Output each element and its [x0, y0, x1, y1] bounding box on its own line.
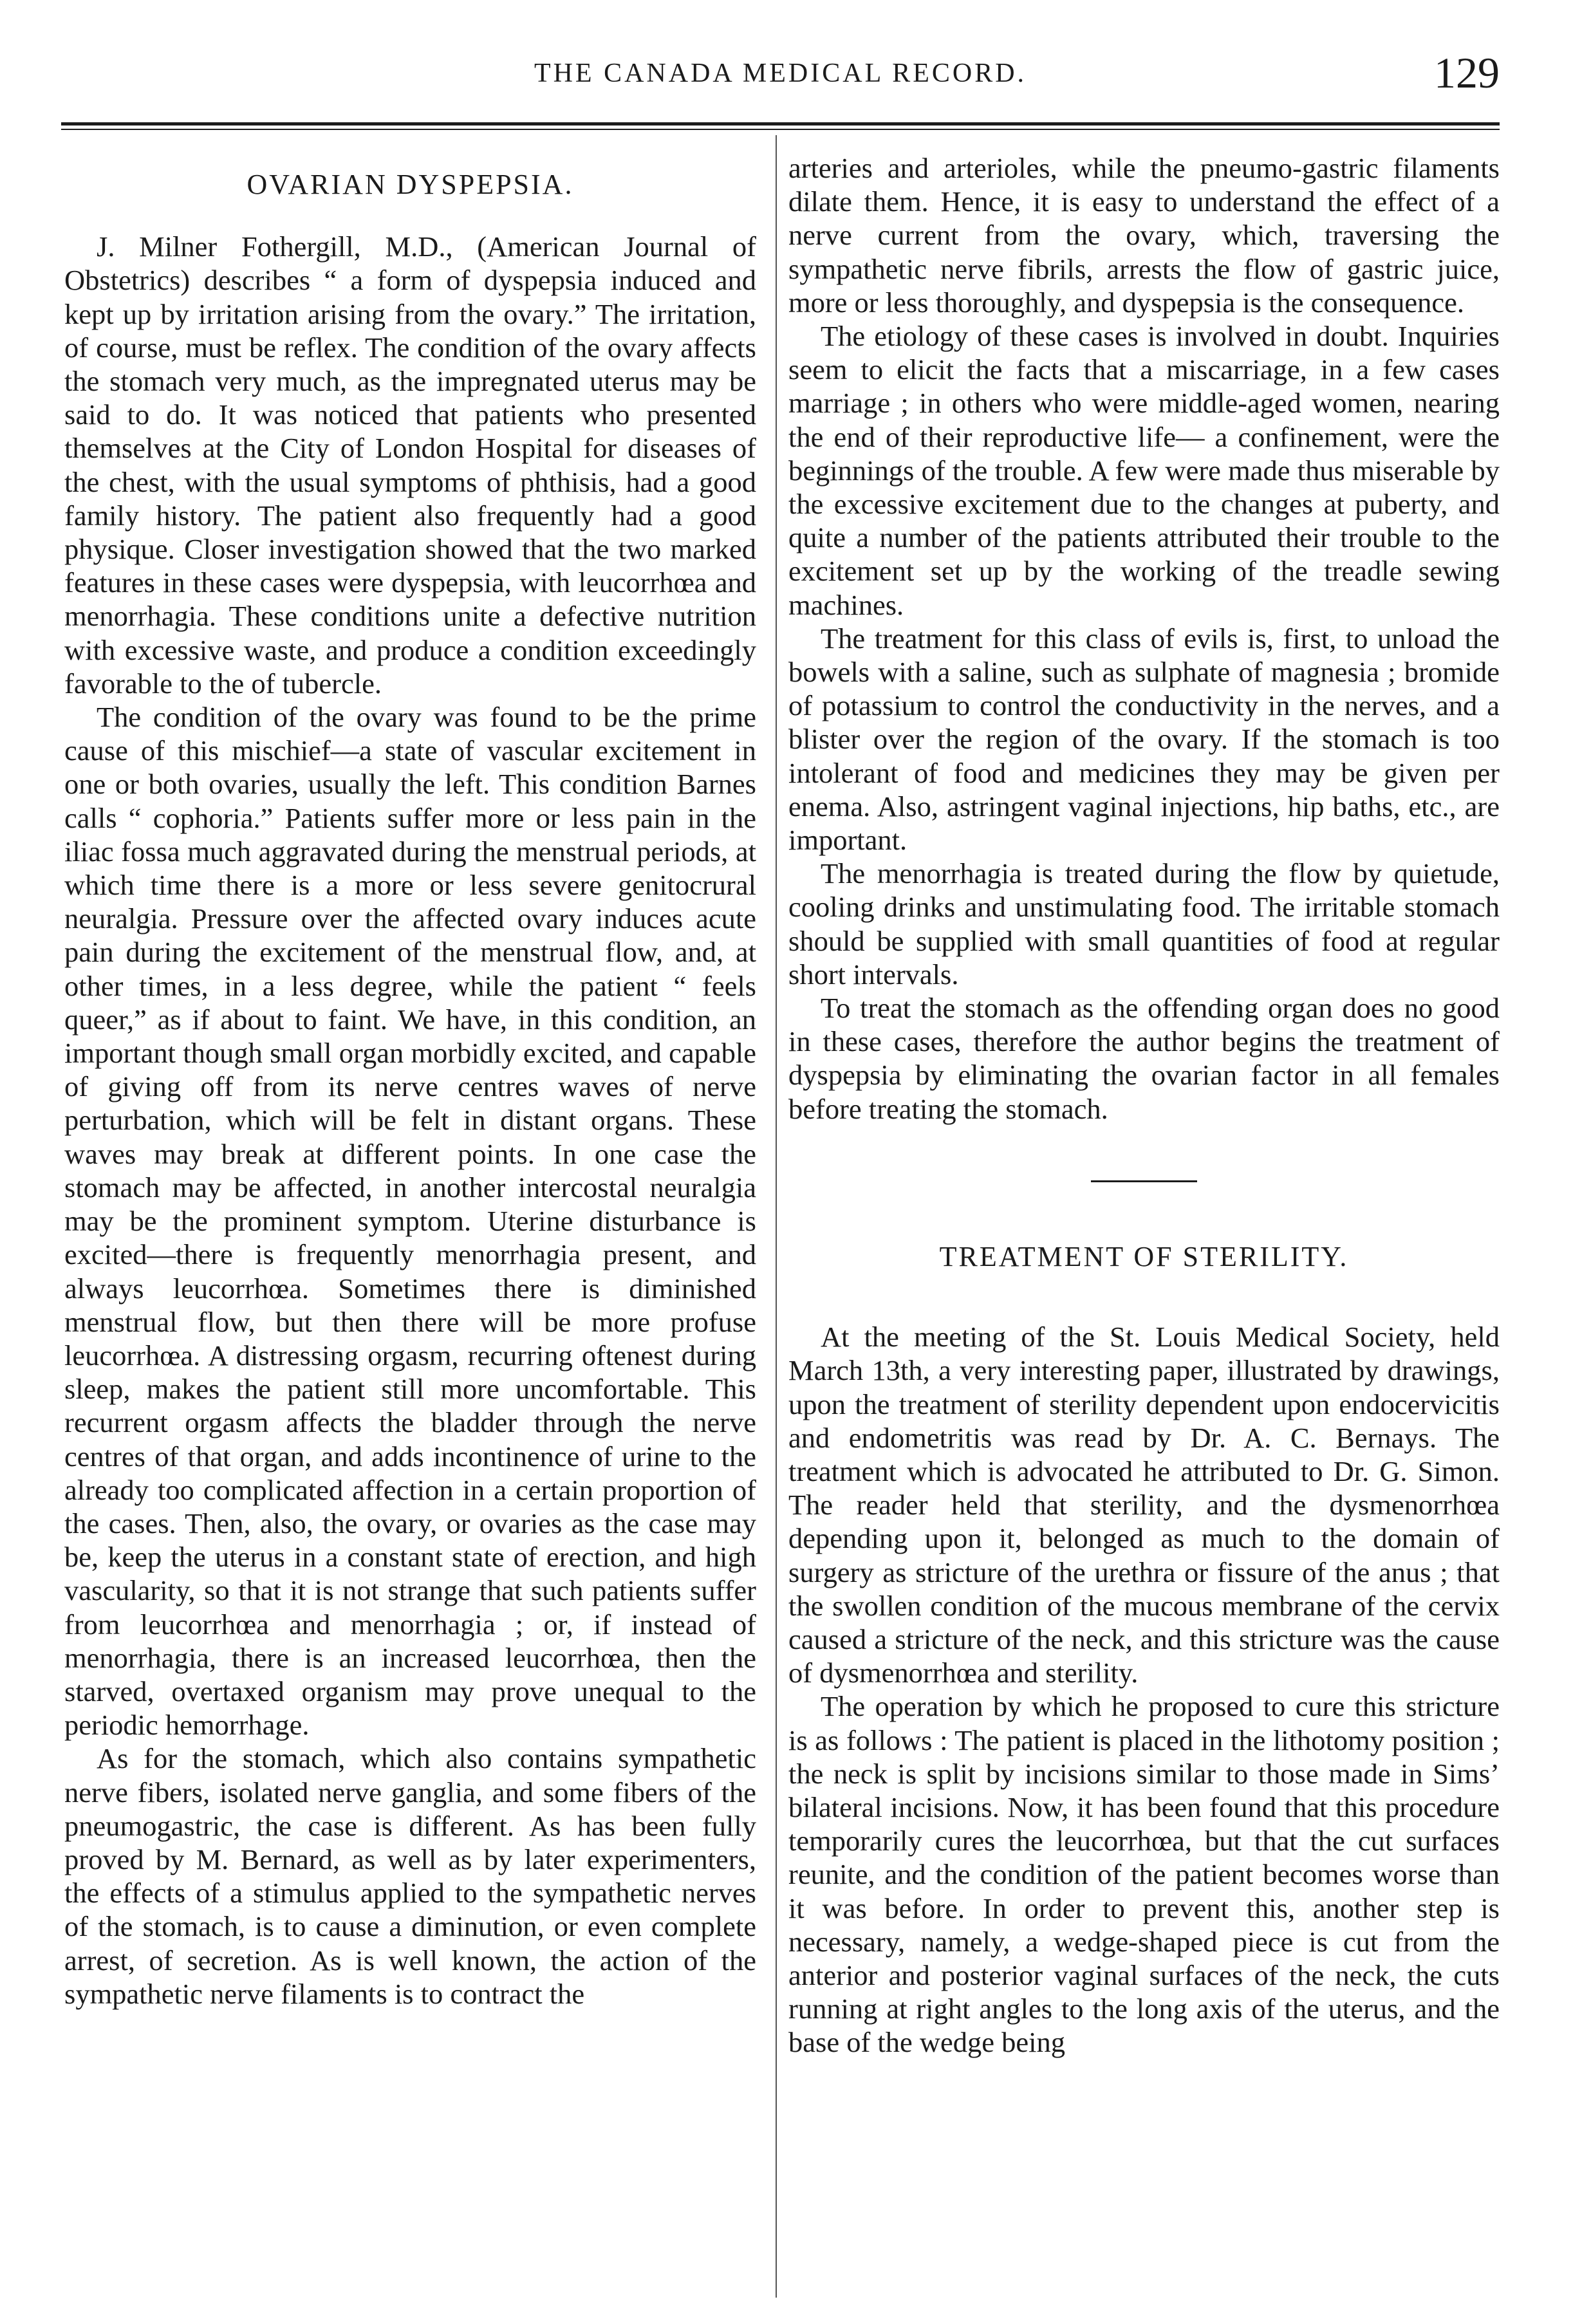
paragraph: As for the stomach, which also contains sympathetic nerve fibers, isolated nerve ganglia, and some fibers of the pneumogastric, the case is different. As has been fully proved by M. Bernard, as well as by later experimenters, the effects of a stimulus applied to the sympathetic nerves of the stomach, is to cause a diminution, or even complete arrest, of secretion. As is well known, the action of the sympathetic nerve filaments is to contract the	[64, 1742, 756, 2010]
paragraph: The operation by which he proposed to cure this stricture is as follows : The patient is placed in the lithotomy position ; the neck is split by incisions similar to those made in Sims’ bilateral incisions. Now, it has been found that this procedure temporarily cures the leucorrhœa, but that the cut surfaces reunite, and the condition of the patient becomes worse than it was before. In order to prevent this, another step is necessary, namely, a wedge-shaped piece is cut from the anterior and posterior vaginal surfaces of the neck, the cuts running at right angles to the long axis of the uterus, and the base of the wedge being	[788, 1690, 1500, 2059]
article-heading-treatment-of-sterility: TREATMENT OF STERILITY.	[939, 1240, 1349, 1272]
paragraph: At the meeting of the St. Louis Medical Society, held March 13th, a very interesting paper, illustrated by drawings, upon the treatment of sterility dependent upon endocervicitis and endometritis was read by Dr. A. C. Bernays. The treatment which is advocated he attributed to Dr. G. Simon. The reader held that sterility, and the dysmenorrhœa depending upon it, belonged as much to the domain of surgery as stricture of the urethra or fissure of the anus ; that the swollen condition of the mucous membrane of the cervix caused a stricture of the neck, and this stricture was the cause of dysmenorrhœa and sterility.	[788, 1321, 1500, 1689]
header-rule-thin	[61, 129, 1500, 130]
paragraph: To treat the stomach as the offending organ does no good in these cases, therefore the author begins the treatment of dyspepsia by eliminating the ovarian factor in all females before treating the stomach.	[788, 992, 1500, 1125]
paragraph: The treatment for this class of evils is, first, to unload the bowels with a saline, such as sulphate of magnesia ; bromide of potassium to control the conductivity in the nerves, and a blister over the region of the ovary. If the stomach is too intolerant of food and medicines they may be given per enema. Also, astringent vaginal injections, hip baths, etc., are important.	[788, 622, 1500, 857]
running-title: THE CANADA MEDICAL RECORD.	[534, 59, 1027, 88]
right-column	[788, 151, 1500, 2059]
header-rule	[61, 122, 1500, 125]
left-column	[64, 151, 756, 2011]
paragraph: The menorrhagia is treated during the flow by quietude, cooling drinks and unstimulating food. The irritable stomach should be supplied with small quantities of food at regular short intervals.	[788, 857, 1500, 990]
paragraph: The condition of the ovary was found to be the prime cause of this mischief—a state of vascular excitement in one or both ovaries, usually the left. This condition Barnes calls “ cophoria.” Patients suffer more or less pain in the iliac fossa much aggravated during the menstrual periods, at which time there is a more or less severe genitocrural neuralgia. Pressure over the affected ovary induces acute pain during the excitement of the menstrual flow, and, at other times, in a less degree, while the patient “ feels queer,” as if about to faint. We have, in this condition, an important though small organ morbidly excited, and capable of giving off from its nerve centres waves of nerve perturbation, which will be felt in distant organs. These waves may break at different points. In one case the stomach may be affected, in another intercostal neuralgia may be the prominent symptom. Uterine disturbance is excited—there is frequently menorrhagia present, and always leucorrhœa. Sometimes there is diminished menstrual flow, but then there will be more profuse leucorrhœa. A distressing orgasm, recurring oftenest during sleep, makes the patient still more uncomfortable. This recurrent orgasm affects the bladder through the nerve centres of that organ, and adds incontinence of urine to the already too complicated affection in a certain proportion of the cases. Then, also, the ovary, or ovaries as the case may be, keep the uterus in a constant state of erection, and high vascularity, so that it is not strange that such patients suffer from leucorrhœa and menorrhagia ; or, if instead of menorrhagia, there is an increased leucorrhœa, then the starved, overtaxed organism may prove unequal to the periodic hemorrhage.	[64, 701, 756, 1742]
page-header	[61, 40, 1500, 111]
article-heading-ovarian-dyspepsia: OVARIAN DYSPEPSIA.	[247, 169, 574, 200]
column-divider	[776, 135, 777, 2298]
page-number: 129	[1434, 48, 1500, 97]
section-divider	[1091, 1180, 1197, 1182]
paragraph: The etiology of these cases is involved in doubt. Inquiries seem to elicit the facts that a miscarriage, in a few cases marriage ; in others who were middle-aged women, nearing the end of their reproductive life— a confinement, were the beginnings of the trouble. A few were made thus miserable by the excessive excitement due to the changes at puberty, and quite a number of the patients attributed their trouble to the excitement set up by the working of the treadle sewing machines.	[788, 320, 1500, 621]
paragraph: J. Milner Fothergill, M.D., (American Journal of Obstetrics) describes “ a form of dyspepsia induced and kept up by irritation arising from the ovary.” The irritation, of course, must be reflex. The condition of the ovary affects the stomach very much, as the impregnated uterus may be said to do. It was noticed that patients who presented themselves at the City of London Hospital for diseases of the chest, with the usual symptoms of phthisis, had a good family history. The patient also frequently had a good physique. Closer investigation showed that the two marked features in these cases were dyspepsia, with leucorrhœa and menorrhagia. These conditions unite a defective nutrition with excessive waste, and produce a condition exceedingly favorable to the of tubercle.	[64, 230, 756, 700]
paragraph-continuation: arteries and arterioles, while the pneumo-gastric filaments dilate them. Hence, it is easy to understand the effect of a nerve current from the ovary, which, traversing the sympathetic nerve fibrils, arrests the flow of gastric juice, more or less thoroughly, and dyspepsia is the consequence.	[788, 152, 1500, 319]
